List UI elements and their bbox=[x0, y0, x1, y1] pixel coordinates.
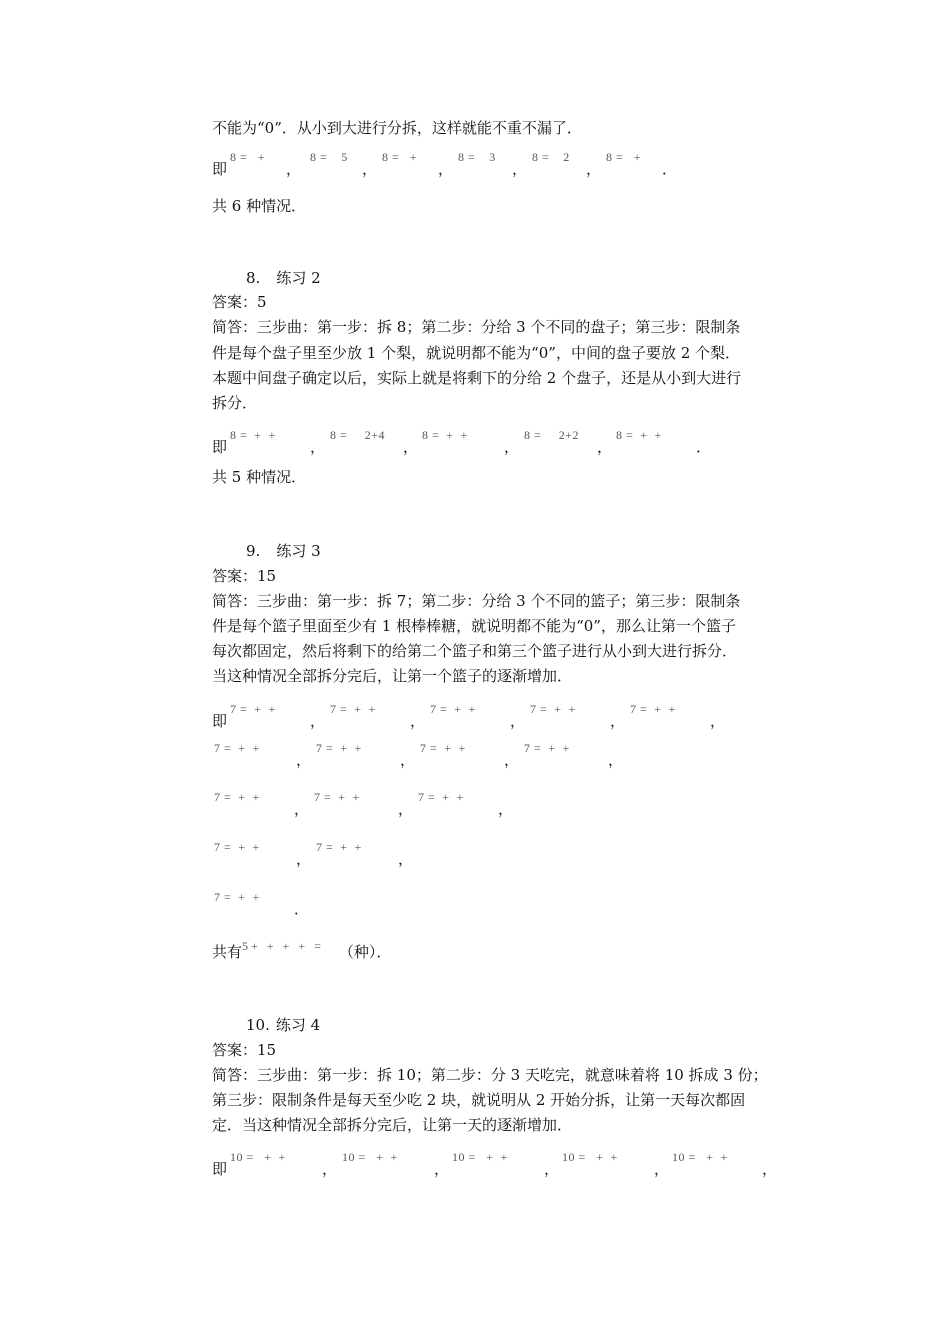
separator: ， bbox=[586, 160, 602, 178]
equation: 8 = 2 bbox=[532, 150, 570, 164]
equation: 10 = + + bbox=[230, 1150, 290, 1164]
text-line: 定．当这种情况全部拆分完后，让第一天的逐渐增加． bbox=[212, 1116, 573, 1134]
equation: 8 = + bbox=[230, 150, 273, 164]
equation: 8 = + bbox=[382, 150, 425, 164]
ji-label: 即 bbox=[212, 1160, 228, 1178]
separator: ， bbox=[322, 1160, 338, 1178]
separator: ， bbox=[762, 1160, 778, 1178]
separator: ， bbox=[498, 800, 514, 818]
text-line: 件是每个篮子里面至少有 1 根棒棒糖，就说明都不能为“0”，那么让第一个篮子 bbox=[212, 617, 736, 635]
text-line: 简答：三步曲：第一步：拆 7；第二步：分给 3 个不同的篮子；第三步：限制条 bbox=[212, 592, 741, 610]
equation: 7 = + + bbox=[214, 890, 264, 904]
text-line: 当这种情况全部拆分完后，让第一个篮子的逐渐增加． bbox=[212, 667, 573, 685]
total-suffix: （种）． bbox=[338, 943, 392, 961]
equation: 7 = + + bbox=[314, 790, 364, 804]
equation: 7 = + + bbox=[330, 702, 380, 716]
text-line: 简答：三步曲：第一步：拆 8；第二步：分给 3 个不同的盘子；第三步：限制条 bbox=[212, 318, 741, 336]
total-line: 共 5 种情况． bbox=[212, 468, 307, 486]
separator: ， bbox=[510, 712, 526, 730]
text-line: 件是每个盘子里至少放 1 个梨，就说明都不能为“0”，中间的盘子要放 2 个梨． bbox=[212, 344, 741, 362]
question-number: 8. bbox=[246, 269, 261, 287]
total-line: 共 6 种情况． bbox=[212, 197, 307, 215]
ji-label: 即 bbox=[212, 438, 228, 456]
separator: ． bbox=[294, 900, 310, 918]
separator: ， bbox=[286, 160, 302, 178]
equation: 8 = + + bbox=[422, 428, 472, 442]
separator: ， bbox=[434, 1160, 450, 1178]
ji-label: 即 bbox=[212, 160, 228, 178]
total-prefix: 共有 bbox=[212, 943, 243, 961]
separator: ， bbox=[610, 712, 626, 730]
separator: ， bbox=[398, 800, 414, 818]
equation: 7 = + + bbox=[214, 790, 264, 804]
equation: 8 = 2+4 bbox=[330, 428, 386, 442]
equation: 7 = + + bbox=[214, 840, 264, 854]
separator: ， bbox=[512, 160, 528, 178]
equation: 10 = + + bbox=[672, 1150, 732, 1164]
question-title: 练习 2 bbox=[276, 269, 321, 287]
separator: ， bbox=[400, 751, 416, 769]
separator: ， bbox=[608, 751, 624, 769]
equation: 8 = + + bbox=[230, 428, 280, 442]
equation: 10 = + + bbox=[452, 1150, 512, 1164]
separator: ． bbox=[662, 160, 678, 178]
separator: ， bbox=[597, 438, 613, 456]
answer-line: 答案：15 bbox=[212, 1041, 277, 1059]
separator: ， bbox=[410, 712, 426, 730]
total-expression: 5 + + + + = bbox=[242, 939, 327, 953]
equation: 8 = 3 bbox=[458, 150, 496, 164]
separator: ， bbox=[403, 438, 419, 456]
answer-line: 答案：5 bbox=[212, 293, 267, 311]
separator: ， bbox=[710, 712, 726, 730]
equation: 7 = + + bbox=[316, 741, 366, 755]
equation: 8 = 2+2 bbox=[524, 428, 580, 442]
answer-line: 答案：15 bbox=[212, 567, 277, 585]
question-title: 练习 4 bbox=[275, 1016, 321, 1034]
separator: ， bbox=[544, 1160, 560, 1178]
separator: ， bbox=[504, 751, 520, 769]
question-number: 10. bbox=[246, 1016, 270, 1034]
separator: ， bbox=[296, 751, 312, 769]
separator: ， bbox=[654, 1160, 670, 1178]
equation: 7 = + + bbox=[530, 702, 580, 716]
equation: 7 = + + bbox=[418, 790, 468, 804]
question-number: 9. bbox=[246, 542, 261, 560]
text-line: 简答：三步曲：第一步：拆 10；第二步：分 3 天吃完，就意味着将 10 拆成 3 份； bbox=[212, 1066, 768, 1084]
equation: 7 = + + bbox=[214, 741, 264, 755]
separator: ， bbox=[310, 712, 326, 730]
separator: ． bbox=[696, 438, 712, 456]
separator: ， bbox=[296, 850, 312, 868]
equation: 10 = + + bbox=[562, 1150, 622, 1164]
ji-label: 即 bbox=[212, 712, 228, 730]
separator: ， bbox=[310, 438, 326, 456]
equation: 7 = + + bbox=[420, 741, 470, 755]
equation: 10 = + + bbox=[342, 1150, 402, 1164]
separator: ， bbox=[504, 438, 520, 456]
separator: ， bbox=[294, 800, 310, 818]
question-title: 练习 3 bbox=[276, 542, 321, 560]
separator: ， bbox=[398, 850, 414, 868]
separator: ， bbox=[438, 160, 454, 178]
text-line: 每次都固定，然后将剩下的给第二个篮子和第三个篮子进行从小到大进行拆分． bbox=[212, 642, 738, 660]
equation: 7 = + + bbox=[430, 702, 480, 716]
equation: 7 = + + bbox=[316, 840, 366, 854]
equation: 8 = + bbox=[606, 150, 649, 164]
equation: 7 = + + bbox=[230, 702, 280, 716]
equation: 8 = + + bbox=[616, 428, 666, 442]
text-line: 不能为“0”．从小到大进行分拆，这样就能不重不漏了． bbox=[212, 119, 582, 137]
question-heading bbox=[246, 1015, 320, 1035]
question-heading bbox=[246, 541, 321, 561]
equation: 7 = + + bbox=[630, 702, 680, 716]
text-line: 第三步：限制条件是每天至少吃 2 块，就说明从 2 开始分拆，让第一天每次都固 bbox=[212, 1091, 746, 1109]
equation: 8 = 5 bbox=[310, 150, 348, 164]
question-heading bbox=[246, 268, 321, 288]
total-line bbox=[212, 939, 392, 963]
separator: ， bbox=[362, 160, 378, 178]
text-line: 拆分． bbox=[212, 394, 258, 412]
text-line: 本题中间盘子确定以后，实际上就是将剩下的分给 2 个盘子，还是从小到大进行 bbox=[212, 369, 742, 387]
equation: 7 = + + bbox=[524, 741, 574, 755]
